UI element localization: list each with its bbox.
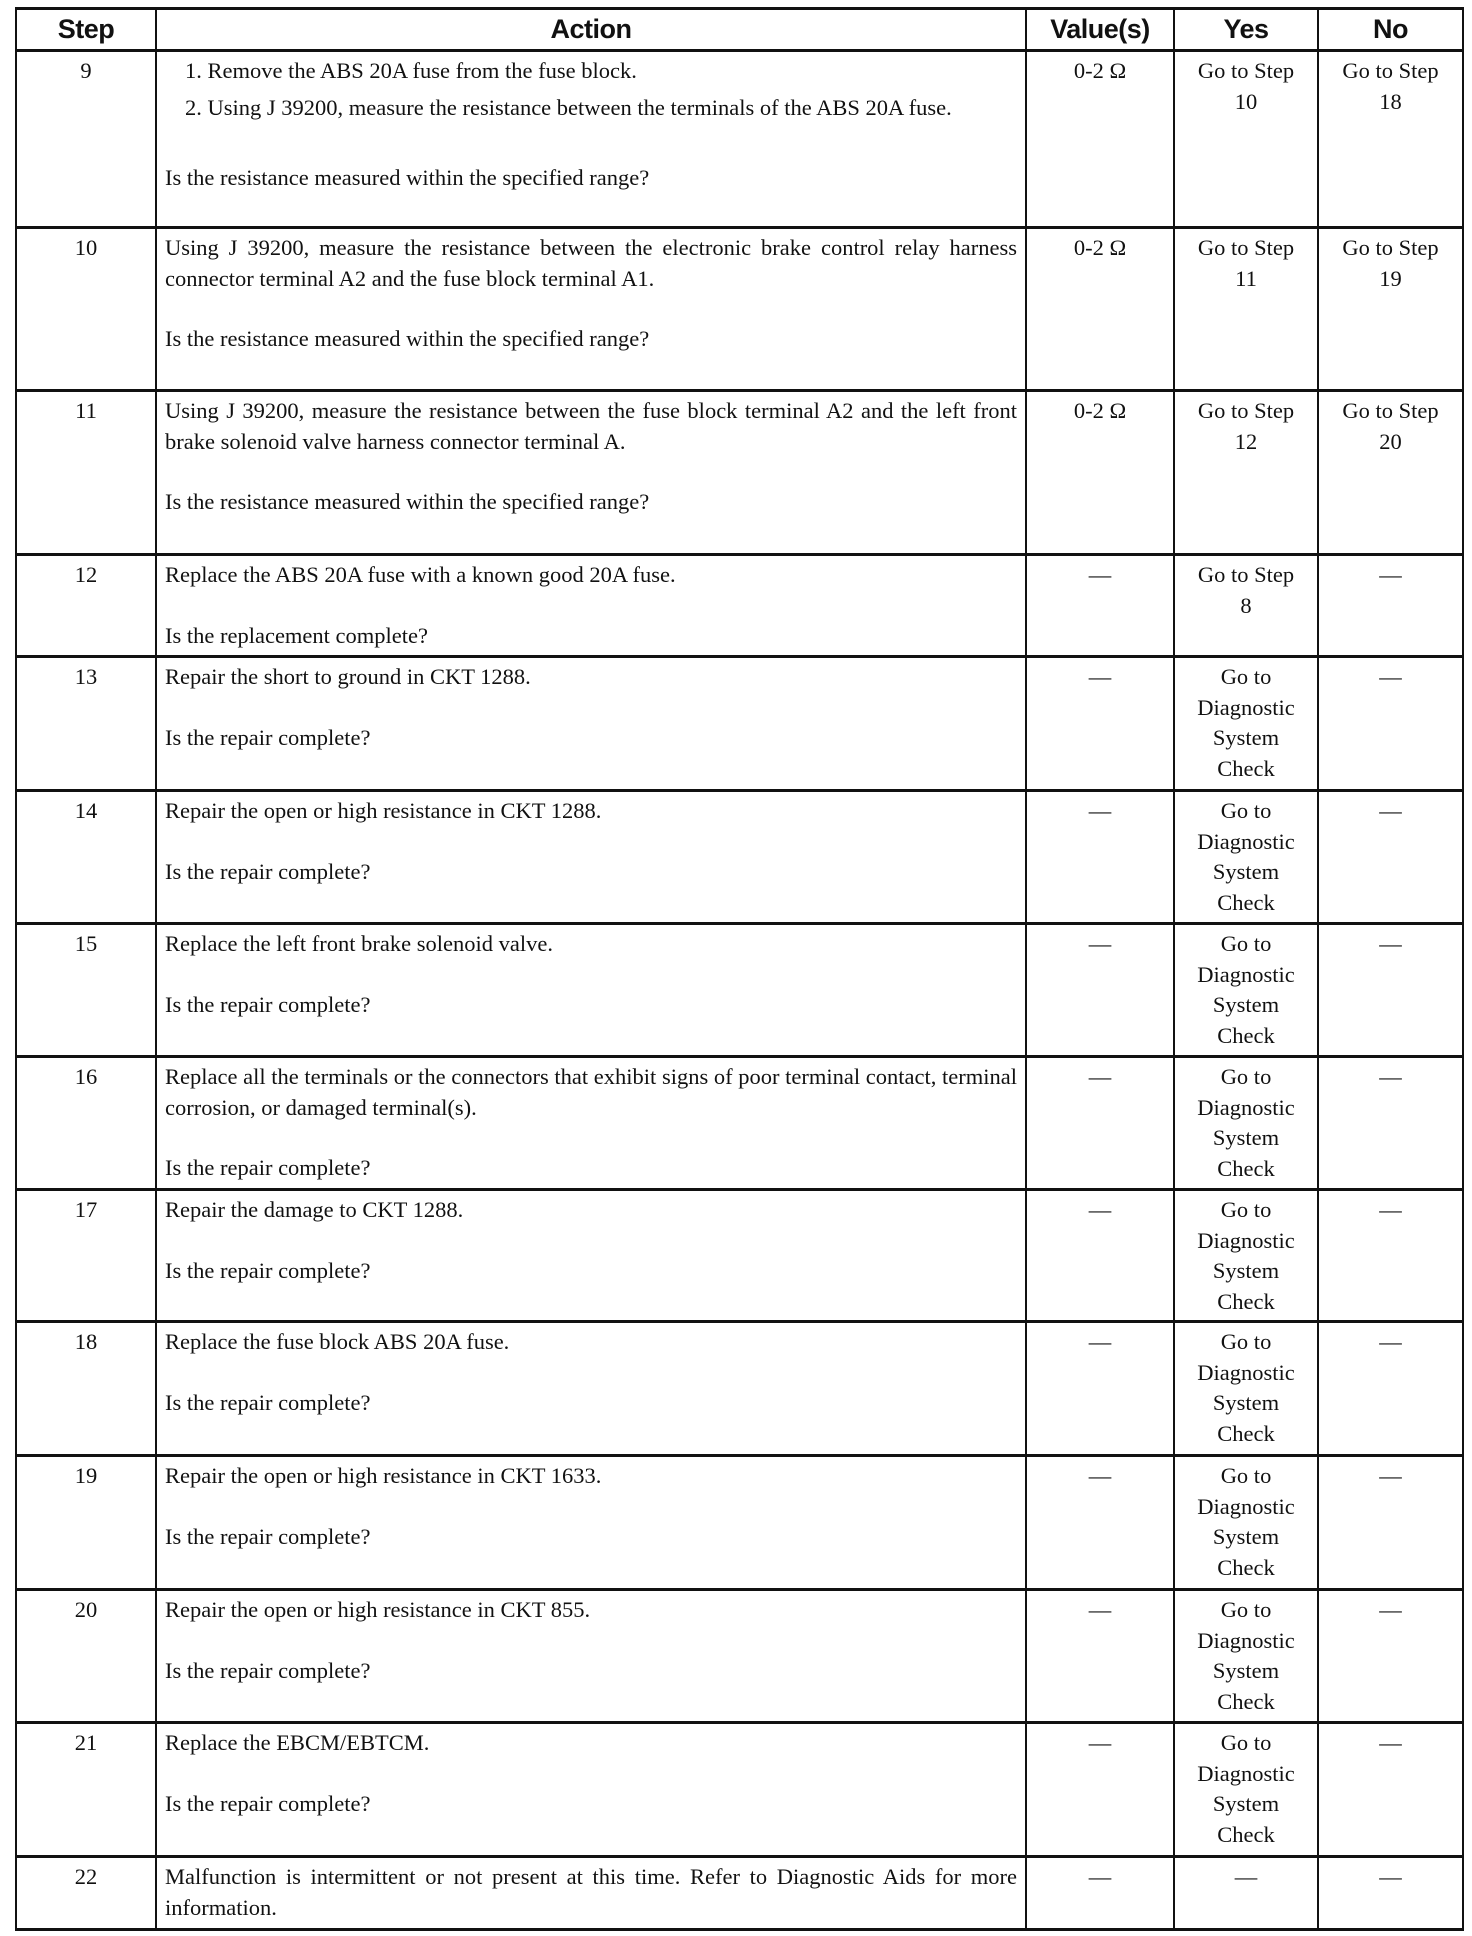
yes-cell: Go to Diagnostic System Check xyxy=(1174,1057,1318,1190)
step-cell: 9 xyxy=(16,51,156,228)
step-cell: 19 xyxy=(16,1456,156,1590)
value-cell: 0-2 Ω xyxy=(1026,51,1174,228)
yes-cell: Go to Step 12 xyxy=(1174,391,1318,555)
no-cell: — xyxy=(1318,1723,1463,1857)
action-cell xyxy=(156,228,1026,391)
value-cell: — xyxy=(1026,555,1174,657)
yes-cell: — xyxy=(1174,1857,1318,1930)
yes-cell: Go to Diagnostic System Check xyxy=(1174,1322,1318,1456)
action-cell xyxy=(156,555,1026,657)
step-cell: 10 xyxy=(16,228,156,391)
table-row xyxy=(16,228,1463,391)
table-row xyxy=(16,555,1463,657)
action-list-item: 1. Remove the ABS 20A fuse from the fuse block. xyxy=(185,58,637,83)
value-cell: — xyxy=(1026,1057,1174,1190)
step-cell: 21 xyxy=(16,1723,156,1857)
action-content xyxy=(165,233,1017,355)
action-question: Is the repair complete? xyxy=(165,1790,371,1816)
action-text: Replace the EBCM/EBTCM. xyxy=(165,1730,430,1755)
action-question: Is the resistance measured within the specified range? xyxy=(165,489,650,514)
table-row xyxy=(16,1190,1463,1322)
diagnostic-table xyxy=(15,7,1464,1931)
value-cell: — xyxy=(1026,1857,1174,1930)
yes-cell: Go to Step 10 xyxy=(1174,51,1318,228)
action-text: Using J 39200, measure the resistance between the electronic brake control relay harness connector terminal A2 and the fuse block terminal A1. xyxy=(165,235,1017,291)
no-cell: — xyxy=(1318,555,1463,657)
action-text: Malfunction is intermittent or not present at this time. Refer to Diagnostic Aids for more information. xyxy=(165,1864,1017,1920)
no-cell: — xyxy=(1318,657,1463,791)
action-cell xyxy=(156,1190,1026,1322)
yes-cell: Go to Diagnostic System Check xyxy=(1174,1723,1318,1857)
action-cell xyxy=(156,1723,1026,1857)
action-cell xyxy=(156,1057,1026,1190)
action-question: Is the resistance measured within the specified range? xyxy=(165,326,650,351)
step-cell: 11 xyxy=(16,391,156,555)
table-row xyxy=(16,51,1463,228)
value-cell: — xyxy=(1026,1590,1174,1723)
action-text: Replace the fuse block ABS 20A fuse. xyxy=(165,1329,510,1354)
value-cell: — xyxy=(1026,1322,1174,1456)
table-row xyxy=(16,1057,1463,1190)
action-question: Is the repair complete? xyxy=(165,991,371,1017)
action-content xyxy=(165,1195,1017,1286)
header-action: Action xyxy=(156,9,1026,51)
action-cell xyxy=(156,1857,1026,1930)
yes-cell: Go to Diagnostic System Check xyxy=(1174,657,1318,791)
step-cell: 16 xyxy=(16,1057,156,1190)
action-question: Is the repair complete? xyxy=(165,1657,371,1683)
no-cell: — xyxy=(1318,1857,1463,1930)
table-row xyxy=(16,1723,1463,1857)
yes-cell: Go to Step 8 xyxy=(1174,555,1318,657)
value-cell: — xyxy=(1026,1456,1174,1590)
action-question: Is the repair complete? xyxy=(165,1389,371,1415)
step-cell: 13 xyxy=(16,657,156,791)
table-row xyxy=(16,924,1463,1057)
action-cell xyxy=(156,791,1026,924)
header-values: Value(s) xyxy=(1026,9,1174,51)
action-content xyxy=(165,1595,1017,1686)
value-cell: 0-2 Ω xyxy=(1026,391,1174,555)
value-cell: — xyxy=(1026,924,1174,1057)
action-question: Is the replacement complete? xyxy=(165,622,428,648)
action-cell xyxy=(156,1322,1026,1456)
action-cell xyxy=(156,1590,1026,1723)
yes-cell: Go to Diagnostic System Check xyxy=(1174,1190,1318,1322)
table-row xyxy=(16,1456,1463,1590)
no-cell: — xyxy=(1318,1322,1463,1456)
yes-cell: Go to Diagnostic System Check xyxy=(1174,1590,1318,1723)
no-cell: — xyxy=(1318,924,1463,1057)
action-text: Replace the ABS 20A fuse with a known good 20A fuse. xyxy=(165,562,676,587)
action-question: Is the repair complete? xyxy=(165,724,371,750)
step-cell: 20 xyxy=(16,1590,156,1723)
action-content xyxy=(165,929,1017,1020)
no-cell: Go to Step 18 xyxy=(1318,51,1463,228)
action-cell xyxy=(156,657,1026,791)
action-cell xyxy=(156,924,1026,1057)
action-cell xyxy=(156,391,1026,555)
no-cell: Go to Step 20 xyxy=(1318,391,1463,555)
action-question: Is the resistance measured within the specified range? xyxy=(165,165,650,190)
value-cell: 0-2 Ω xyxy=(1026,228,1174,391)
action-question: Is the repair complete? xyxy=(165,858,371,884)
yes-cell: Go to Step 11 xyxy=(1174,228,1318,391)
action-text: Repair the open or high resistance in CKT 1288. xyxy=(165,798,602,823)
table-row xyxy=(16,791,1463,924)
step-cell: 12 xyxy=(16,555,156,657)
table-row xyxy=(16,1322,1463,1456)
table-body xyxy=(16,51,1463,1930)
action-content xyxy=(165,1327,1017,1418)
action-text: Using J 39200, measure the resistance between the fuse block terminal A2 and the left front brake solenoid valve harness connector terminal A. xyxy=(165,398,1017,454)
action-text: Repair the open or high resistance in CKT 855. xyxy=(165,1597,591,1622)
action-text: Repair the open or high resistance in CKT 1633. xyxy=(165,1463,602,1488)
no-cell: Go to Step 19 xyxy=(1318,228,1463,391)
action-cell xyxy=(156,51,1026,228)
value-cell: — xyxy=(1026,1190,1174,1322)
action-content xyxy=(165,1062,1017,1184)
no-cell: — xyxy=(1318,1190,1463,1322)
value-cell: — xyxy=(1026,657,1174,791)
yes-cell: Go to Diagnostic System Check xyxy=(1174,791,1318,924)
no-cell: — xyxy=(1318,1590,1463,1723)
action-text: Replace all the terminals or the connectors that exhibit signs of poor terminal contact, terminal corrosion, or damaged terminal(s). xyxy=(165,1064,1017,1120)
action-list-item: 2. Using J 39200, measure the resistance between the terminals of the ABS 20A fuse. xyxy=(185,94,952,120)
header-no: No xyxy=(1318,9,1463,51)
action-content xyxy=(165,56,1017,194)
table-row xyxy=(16,657,1463,791)
action-content xyxy=(165,662,1017,753)
action-content xyxy=(165,396,1017,518)
action-question: Is the repair complete? xyxy=(165,1523,371,1549)
action-text: Replace the left front brake solenoid valve. xyxy=(165,931,553,956)
table-row xyxy=(16,1590,1463,1723)
value-cell: — xyxy=(1026,1723,1174,1857)
yes-cell: Go to Diagnostic System Check xyxy=(1174,924,1318,1057)
action-text: Repair the short to ground in CKT 1288. xyxy=(165,664,531,689)
step-cell: 15 xyxy=(16,924,156,1057)
action-content xyxy=(165,1862,1017,1923)
no-cell: — xyxy=(1318,791,1463,924)
yes-cell: Go to Diagnostic System Check xyxy=(1174,1456,1318,1590)
action-question: Is the repair complete? xyxy=(165,1155,371,1180)
action-cell xyxy=(156,1456,1026,1590)
header-yes: Yes xyxy=(1174,9,1318,51)
header-step: Step xyxy=(16,9,156,51)
no-cell: — xyxy=(1318,1456,1463,1590)
step-cell: 18 xyxy=(16,1322,156,1456)
step-cell: 22 xyxy=(16,1857,156,1930)
table-row xyxy=(16,391,1463,555)
action-text: Repair the damage to CKT 1288. xyxy=(165,1197,464,1222)
step-cell: 14 xyxy=(16,791,156,924)
no-cell: — xyxy=(1318,1057,1463,1190)
value-cell: — xyxy=(1026,791,1174,924)
action-content xyxy=(165,560,1017,651)
action-content xyxy=(165,1728,1017,1819)
header-row xyxy=(16,9,1463,51)
action-question: Is the repair complete? xyxy=(165,1257,371,1283)
action-content xyxy=(165,796,1017,887)
action-content xyxy=(165,1461,1017,1552)
step-cell: 17 xyxy=(16,1190,156,1322)
table-row xyxy=(16,1857,1463,1930)
